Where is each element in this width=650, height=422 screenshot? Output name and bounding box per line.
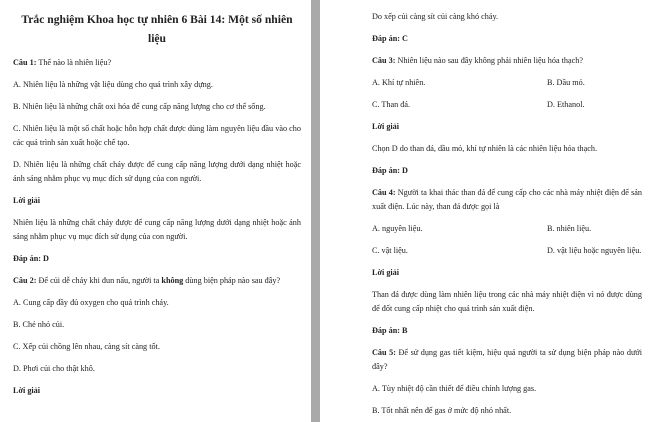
question-2-answer: Đáp án: C (372, 34, 408, 43)
question-1-option-b: B. Nhiên liệu là những chất oxi hóa để cung cấp năng lượng cho cơ thể sống. (13, 102, 266, 111)
question-3-option-c: C. Than đá. (372, 100, 411, 109)
question-5-label: Câu 5: (372, 348, 396, 357)
question-4-option-d: D. vật liệu hoặc nguyên liệu. (547, 246, 642, 255)
question-4-label: Câu 4: (372, 188, 396, 197)
question-4-answer: Đáp án: B (372, 326, 408, 335)
question-2-emphasis: không (161, 276, 184, 285)
question-2 (13, 274, 301, 288)
question-4-options-row-1 (372, 222, 642, 236)
document-page-right (320, 0, 650, 422)
question-5-text: Để sử dụng gas tiết kiệm, hiệu quả người ta sử dụng biện pháp nào dưới đây? (372, 348, 643, 371)
question-1-option-c: C. Nhiên liệu là một số chất hoặc hỗn hợp chất được dùng làm nguyên liệu đầu vào cho các quá trình sản xuất hoặc chế tạo. (13, 124, 301, 147)
question-4-option-c: C. vật liệu. (372, 246, 408, 255)
question-2-option-a: A. Cung cấp đầy đủ oxygen cho quá trình cháy. (13, 298, 169, 307)
question-5-option-a: A. Tùy nhiệt độ cần thiết để điều chỉnh lượng gas. (372, 384, 537, 393)
question-4 (372, 186, 642, 214)
question-3-solution: Chọn D do than đá, dầu mỏ, khí tự nhiên là các nhiên liệu hóa thạch. (372, 144, 597, 153)
question-3-option-b: B. Dầu mỏ. (547, 78, 585, 87)
question-1-option-a: A. Nhiên liệu là những vật liệu dùng cho quá trình xây dựng. (13, 80, 213, 89)
question-5-option-b: B. Tốt nhất nên để gas ở mức độ nhỏ nhất. (372, 406, 512, 415)
question-2-text-before: Để củi dễ cháy khi đun nấu, người ta (36, 276, 162, 285)
question-4-solution-heading: Lời giải (372, 268, 400, 277)
question-4-option-b: B. nhiên liệu. (547, 224, 592, 233)
question-2-solution: Do xếp củi càng sít củi càng khó cháy. (372, 12, 499, 21)
question-3-option-a: A. Khí tự nhiên. (372, 78, 426, 87)
question-4-text: Người ta khai thác than đá để cung cấp cho các nhà máy nhiệt điện để sản xuất điện. Lúc này, than đá được gọi là (372, 188, 642, 211)
question-3-text: Nhiên liệu nào sau đây không phải nhiên liệu hóa thạch? (395, 56, 584, 65)
question-2-option-d: D. Phơi củi cho thật khô. (13, 364, 95, 373)
question-1 (13, 56, 301, 70)
question-2-label: Câu 2: (13, 276, 37, 285)
question-3-solution-heading: Lời giải (372, 122, 400, 131)
question-3-options-row-1 (372, 76, 642, 90)
question-3-answer: Đáp án: D (372, 166, 408, 175)
question-1-solution-heading: Lời giải (13, 196, 41, 205)
question-4-options-row-2 (372, 244, 642, 258)
question-2-option-c: C. Xếp củi chồng lên nhau, càng sít càng tốt. (13, 342, 160, 351)
question-2-text-after: dùng biện pháp nào sau đây? (183, 276, 281, 285)
question-1-answer: Đáp án: D (13, 254, 49, 263)
document-title: Trắc nghiệm Khoa học tự nhiên 6 Bài 14: Một số nhiên liệu (21, 13, 293, 45)
question-3-label: Câu 3: (372, 56, 396, 65)
question-3-options-row-2 (372, 98, 642, 112)
question-1-text: Thế nào là nhiên liệu? (36, 58, 112, 67)
question-2-option-b: B. Chẻ nhỏ củi. (13, 320, 65, 329)
question-1-option-d: D. Nhiên liệu là những chất cháy được để cung cấp năng lượng dưới dạng nhiệt hoặc ánh sáng nhằm phục vụ mục đích sử dụng của con người. (13, 160, 301, 183)
question-2-solution-heading: Lời giải (13, 386, 41, 395)
question-4-solution: Than đá được dùng làm nhiên liệu trong các nhà máy nhiệt điện vì nó được dùng để đốt cung cấp nhiệt cho quá trình sản xuất điện. (372, 290, 642, 313)
question-1-label: Câu 1: (13, 58, 37, 67)
document-page-left (0, 0, 311, 422)
question-1-solution: Nhiên liệu là những chất cháy được để cung cấp năng lượng dưới dạng nhiệt hoặc ánh sáng nhằm phục vụ mục đích sử dụng của con người. (13, 218, 301, 241)
question-3 (372, 54, 642, 68)
question-4-option-a: A. nguyên liệu. (372, 224, 423, 233)
question-3-option-d: D. Ethanol. (547, 100, 585, 109)
question-5 (372, 346, 642, 374)
